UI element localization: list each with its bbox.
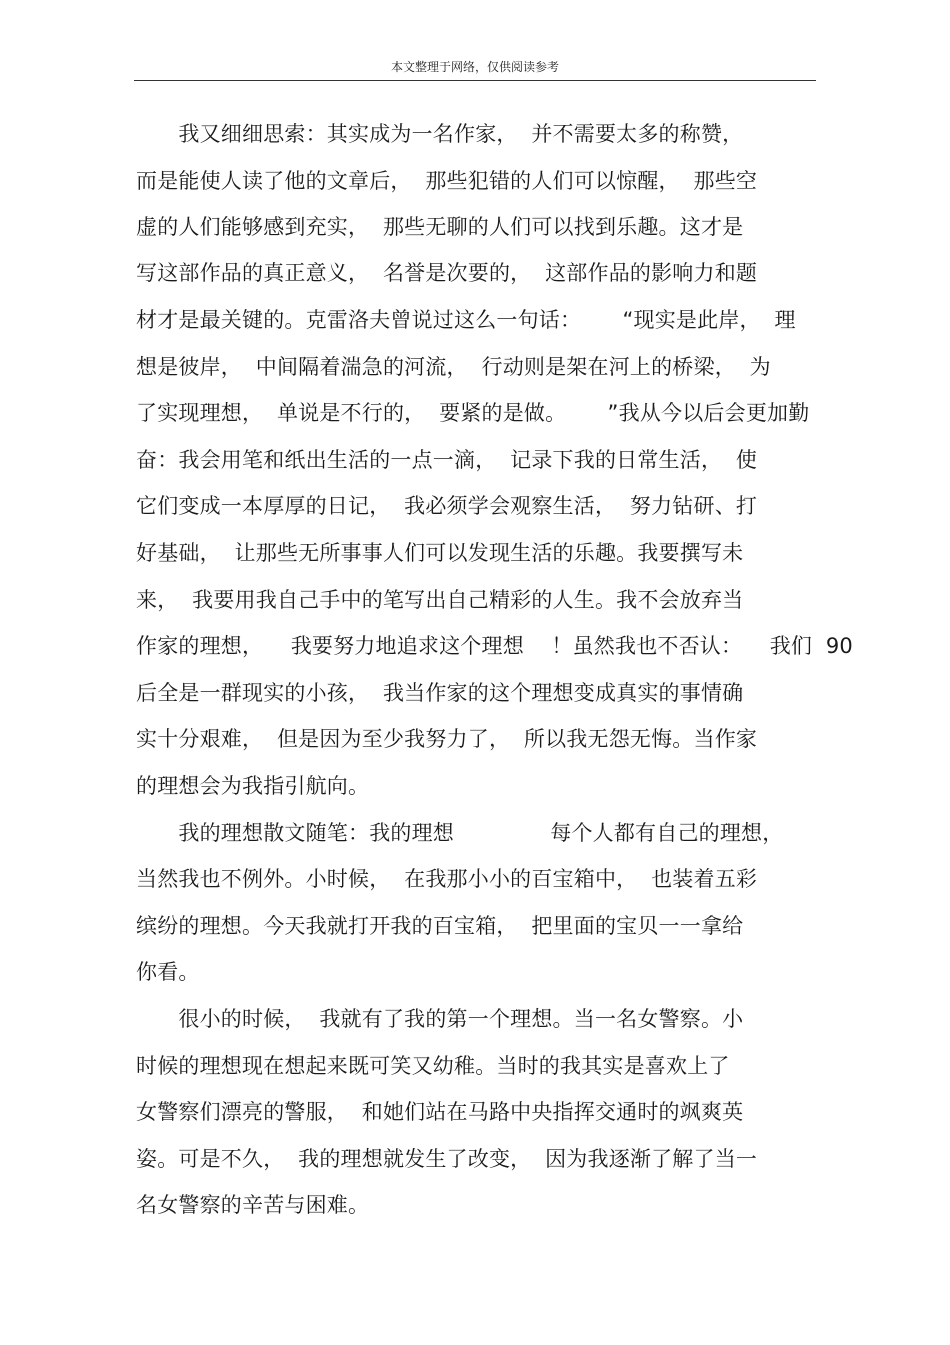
text-line: 实十分艰难， 但是因为至少我努力了， 所以我无怨无悔。当作家	[136, 727, 758, 751]
text-line: 来， 我要用我自己手中的笔写出自己精彩的人生。我不会放弃当	[136, 588, 744, 612]
text-line: 的理想会为我指引航向。	[136, 774, 370, 798]
header-note: 本文整理于网络，仅供阅读参考	[390, 60, 559, 74]
text-line: 了实现理想， 单说是不行的， 要紧的是做。 ”我从今以后会更加勤	[136, 401, 810, 425]
header-divider	[134, 80, 816, 81]
text-line: 女警察们漂亮的警服， 和她们站在马路中央指挥交通时的飒爽英	[136, 1100, 744, 1124]
text-line: 时候的理想现在想起来既可笑又幼稚。当时的我其实是喜欢上了	[136, 1054, 730, 1078]
text-line: 好基础， 让那些无所事事人们可以发现生活的乐趣。我要撰写未	[136, 541, 744, 565]
text-line: 当然我也不例外。小时候， 在我那小小的百宝箱中， 也装着五彩	[136, 867, 758, 891]
text-line: 你看。	[136, 960, 200, 984]
text-line: 姿。可是不久， 我的理想就发生了改变， 因为我逐渐了解了当一	[136, 1147, 758, 1171]
text-line: 作家的理想， 我要努力地追求这个理想 ！虽然我也不否认： 我们 90	[136, 634, 853, 658]
text-line: 写这部作品的真正意义， 名誉是次要的， 这部作品的影响力和题	[136, 261, 758, 285]
text-line: 而是能使人读了他的文章后， 那些犯错的人们可以惊醒， 那些空	[136, 169, 758, 193]
text-line: 材才是最关键的。克雷洛夫曾说过这么一句话： “现实是此岸， 理	[136, 308, 796, 332]
text-line: 想是彼岸， 中间隔着湍急的河流， 行动则是架在河上的桥梁， 为	[136, 355, 771, 379]
text-line: 虚的人们能够感到充实， 那些无聊的人们可以找到乐趣。这才是	[136, 215, 744, 239]
text-line: 奋：我会用笔和纸出生活的一点一滴， 记录下我的日常生活， 使	[136, 448, 758, 472]
text-line: 我又细细思索：其实成为一名作家， 并不需要太多的称赞，	[136, 122, 744, 146]
text-line: 我的理想散文随笔：我的理想 每个人都有自己的理想，	[136, 821, 784, 845]
text-line: 很小的时候， 我就有了我的第一个理想。当一名女警察。小	[136, 1007, 744, 1031]
text-line: 后全是一群现实的小孩， 我当作家的这个理想变成真实的事情确	[136, 681, 744, 705]
text-line: 名女警察的辛苦与困难。	[136, 1193, 370, 1217]
text-line: 它们变成一本厚厚的日记， 我必须学会观察生活， 努力钻研、打	[136, 494, 758, 518]
text-line: 缤纷的理想。今天我就打开我的百宝箱， 把里面的宝贝一一拿给	[136, 914, 744, 938]
